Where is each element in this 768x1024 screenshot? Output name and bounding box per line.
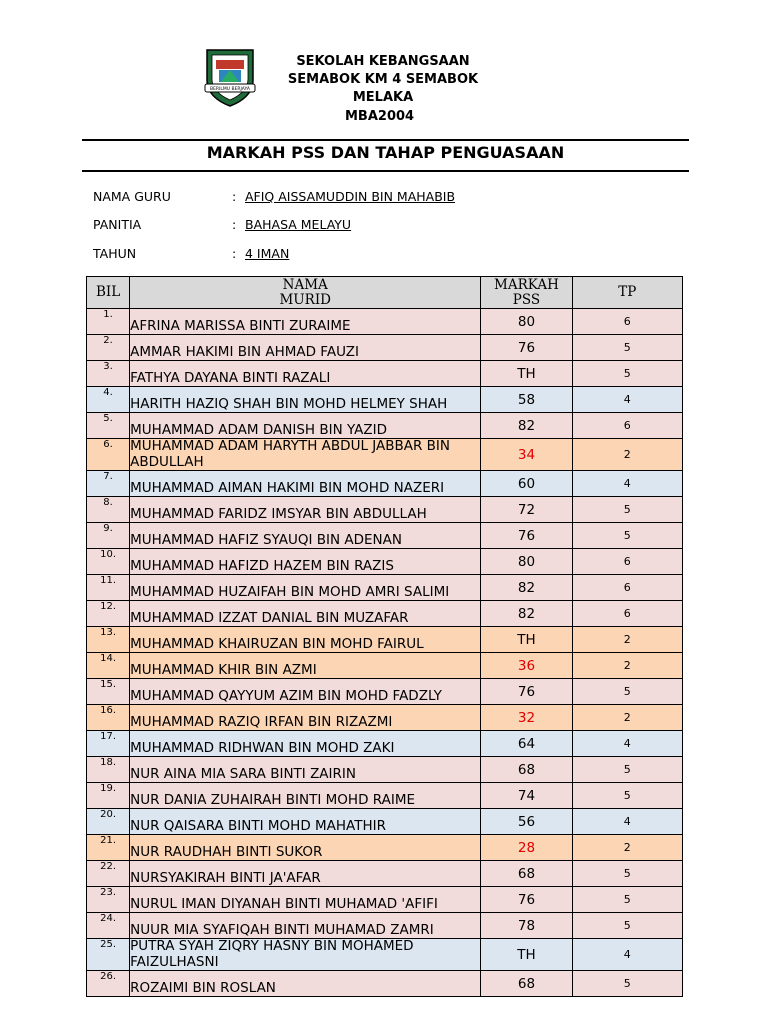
pss-mark: 28 [481,835,572,861]
mastery-level: 6 [572,549,682,575]
mastery-level: 2 [572,627,682,653]
panel-separator: : [232,217,237,232]
student-name: HARITH HAZIQ SHAH BIN MOHD HELMEY SHAH [130,387,481,413]
row-number: 11. [87,575,130,601]
header-mark-line2: PSS [512,291,541,308]
row-number: 12. [87,601,130,627]
header-mark-line1: MARKAH [494,276,559,293]
mastery-level: 4 [572,471,682,497]
table-row [87,705,683,731]
student-name: NUR DANIA ZUHAIRAH BINTI MOHD RAIME [130,783,481,809]
table-row [87,679,683,705]
table-row [87,971,683,997]
student-name: AMMAR HAKIMI BIN AHMAD FAUZI [130,335,481,361]
row-number: 9. [87,523,130,549]
school-name-line2: SEMABOK KM 4 SEMABOK [287,72,479,87]
table-row [87,731,683,757]
table-row [87,627,683,653]
student-name: NUR RAUDHAH BINTI SUKOR [130,835,481,861]
panel-label: PANITIA [93,217,142,232]
table-row [87,549,683,575]
pss-mark: 64 [481,731,572,757]
table-row [87,523,683,549]
row-number: 14. [87,653,130,679]
pss-mark: 36 [481,653,572,679]
student-name: NURUL IMAN DIYANAH BINTI MUHAMAD 'AFIFI [130,887,481,913]
mastery-level: 5 [572,971,682,997]
pss-mark: TH [481,627,572,653]
pss-mark: 80 [481,309,572,335]
year-separator: : [232,246,237,261]
row-number: 13. [87,627,130,653]
row-number: 21. [87,835,130,861]
student-name: MUHAMMAD RAZIQ IRFAN BIN RIZAZMI [130,705,481,731]
mastery-level: 5 [572,497,682,523]
header-bil: BIL [87,277,130,309]
table-row [87,757,683,783]
table-row [87,387,683,413]
logo-motto: BERILMU BERJAYA [209,87,251,92]
student-name: NUUR MIA SYAFIQAH BINTI MUHAMAD ZAMRI [130,913,481,939]
student-name: MUHAMMAD ADAM HARYTH ABDUL JABBAR BIN ABDULLAH [130,439,481,471]
mastery-level: 5 [572,861,682,887]
student-name: MUHAMMAD KHIR BIN AZMI [130,653,481,679]
row-number: 2. [87,335,130,361]
mastery-level: 5 [572,361,682,387]
row-number: 3. [87,361,130,387]
pss-mark: 72 [481,497,572,523]
pss-mark: 76 [481,679,572,705]
table-body [87,309,683,997]
header-name-line2: MURID [279,291,331,308]
row-number: 15. [87,679,130,705]
table-row [87,335,683,361]
table-row [87,361,683,387]
pss-mark: TH [481,361,572,387]
school-name-line3: MELAKA [352,90,414,105]
table-row [87,497,683,523]
table-header-row [87,277,683,309]
row-number: 7. [87,471,130,497]
table-row [87,309,683,335]
table-row [87,653,683,679]
row-number: 25. [87,939,130,971]
student-name: MUHAMMAD KHAIRUZAN BIN MOHD FAIRUL [130,627,481,653]
row-number: 24. [87,913,130,939]
mastery-level: 6 [572,309,682,335]
student-name: AFRINA MARISSA BINTI ZURAIME [130,309,481,335]
panel-value: BAHASA MELAYU [245,217,352,232]
header-tp: TP [572,277,682,309]
header-name [130,277,481,309]
row-number: 19. [87,783,130,809]
table-row [87,861,683,887]
table-row [87,887,683,913]
year-label: TAHUN [93,246,137,261]
school-crest-logo [199,46,261,108]
table-row [87,939,683,971]
student-name: NURSYAKIRAH BINTI JA'AFAR [130,861,481,887]
top-divider [82,139,689,141]
row-number: 23. [87,887,130,913]
student-name: MUHAMMAD ADAM DANISH BIN YAZID [130,413,481,439]
student-name: MUHAMMAD FARIDZ IMSYAR BIN ABDULLAH [130,497,481,523]
page-title: MARKAH PSS DAN TAHAP PENGUASAAN [206,143,565,162]
mastery-level: 5 [572,523,682,549]
mastery-level: 4 [572,939,682,971]
pss-mark: TH [481,939,572,971]
row-number: 6. [87,439,130,471]
row-number: 20. [87,809,130,835]
student-name: FATHYA DAYANA BINTI RAZALI [130,361,481,387]
pss-mark: 80 [481,549,572,575]
header-mark [481,277,572,309]
pss-mark: 68 [481,757,572,783]
table-row [87,471,683,497]
mastery-level: 4 [572,387,682,413]
mastery-level: 2 [572,439,682,471]
table-row [87,809,683,835]
pss-mark: 74 [481,783,572,809]
student-name: NUR AINA MIA SARA BINTI ZAIRIN [130,757,481,783]
table-row [87,913,683,939]
student-name: ROZAIMI BIN ROSLAN [130,971,481,997]
school-name-block [280,53,486,107]
row-number: 22. [87,861,130,887]
pss-mark: 76 [481,335,572,361]
bottom-divider [82,170,689,172]
mastery-level: 5 [572,679,682,705]
row-number: 26. [87,971,130,997]
mastery-level: 5 [572,913,682,939]
student-name: MUHAMMAD HUZAIFAH BIN MOHD AMRI SALIMI [130,575,481,601]
pss-mark: 34 [481,439,572,471]
table-row [87,835,683,861]
pss-mark: 76 [481,887,572,913]
row-number: 16. [87,705,130,731]
row-number: 8. [87,497,130,523]
pss-mark: 82 [481,575,572,601]
pss-mark: 76 [481,523,572,549]
table-row [87,413,683,439]
mastery-level: 2 [572,705,682,731]
row-number: 5. [87,413,130,439]
mastery-level: 5 [572,887,682,913]
mastery-level: 5 [572,757,682,783]
mastery-level: 6 [572,601,682,627]
table-row [87,575,683,601]
marks-table [86,276,683,997]
mastery-level: 5 [572,335,682,361]
mastery-level: 5 [572,783,682,809]
mastery-level: 2 [572,835,682,861]
row-number: 18. [87,757,130,783]
row-number: 10. [87,549,130,575]
table-row [87,783,683,809]
teacher-label: NAMA GURU [93,189,171,204]
row-number: 1. [87,309,130,335]
mastery-level: 6 [572,575,682,601]
student-name: MUHAMMAD RIDHWAN BIN MOHD ZAKI [130,731,481,757]
school-code: MBA2004 [345,109,415,124]
table-row [87,439,683,471]
table-row [87,601,683,627]
mastery-level: 4 [572,731,682,757]
row-number: 17. [87,731,130,757]
year-value: 4 IMAN [245,246,290,261]
student-name: MUHAMMAD IZZAT DANIAL BIN MUZAFAR [130,601,481,627]
teacher-separator: : [232,189,237,204]
school-name-line1: SEKOLAH KEBANGSAAN [296,54,470,69]
student-name: PUTRA SYAH ZIQRY HASNY BIN MOHAMED FAIZULHASNI [130,939,481,971]
student-name: MUHAMMAD HAFIZD HAZEM BIN RAZIS [130,549,481,575]
header-name-line1: NAMA [282,276,328,293]
student-name: MUHAMMAD AIMAN HAKIMI BIN MOHD NAZERI [130,471,481,497]
pss-mark: 78 [481,913,572,939]
pss-mark: 56 [481,809,572,835]
pss-mark: 68 [481,971,572,997]
pss-mark: 58 [481,387,572,413]
pss-mark: 82 [481,601,572,627]
pss-mark: 32 [481,705,572,731]
mastery-level: 2 [572,653,682,679]
student-name: NUR QAISARA BINTI MOHD MAHATHIR [130,809,481,835]
pss-mark: 82 [481,413,572,439]
pss-mark: 60 [481,471,572,497]
pss-mark: 68 [481,861,572,887]
row-number: 4. [87,387,130,413]
student-name: MUHAMMAD QAYYUM AZIM BIN MOHD FADZLY [130,679,481,705]
mastery-level: 4 [572,809,682,835]
student-name: MUHAMMAD HAFIZ SYAUQI BIN ADENAN [130,523,481,549]
teacher-value: AFIQ AISSAMUDDIN BIN MAHABIB [245,189,456,204]
mastery-level: 6 [572,413,682,439]
